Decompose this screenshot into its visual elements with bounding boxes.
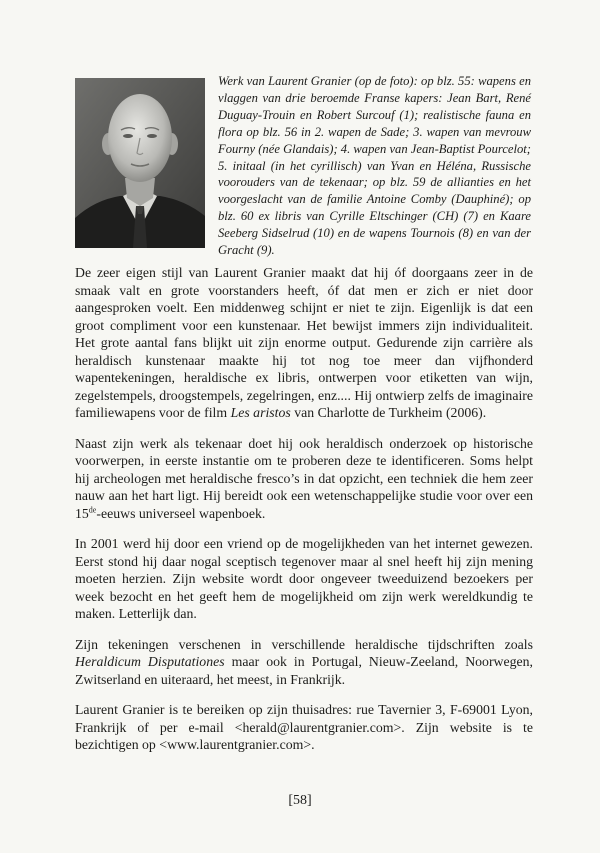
paragraph-research-text: Naast zijn werk als tekenaar doet hij ook heraldisch onderzoek op historische voorwerpen, in eerste instantie om te proberen deze te identificeren. Soms helpt hij archeologen met heraldische fresco’s in dat opzicht, een techniek die hem zeer nauw aan het hart ligt. Hij bereidt ook een wetenschappelijke studie voor over een 15 — [75, 435, 533, 521]
paragraph-style-end: van Charlotte de Turkheim (2006). — [290, 405, 487, 420]
page-number: [58] — [288, 793, 312, 808]
century-superscript: de — [88, 504, 97, 514]
paragraph-internet: In 2001 werd hij door een vriend op de mogelijkheden van het internet gewezen. Eerst stond hij daar nogal sceptisch tegenover maar al snel heeft hij zijn mening moeten herzien. Zijn website wordt door ongeveer tweeduizend bezoekers per week bezocht en het geeft hem de mogelijkheid om zijn werk wereldkundig te maken. Letterlijk dan. — [75, 536, 533, 621]
portrait-photo — [75, 78, 205, 248]
film-title: Les aristos — [230, 405, 291, 420]
paragraph-publications — [75, 636, 533, 689]
paragraph-research-end: -eeuws universeel wapenboek. — [96, 505, 266, 521]
paragraph-style-text: De zeer eigen stijl van Laurent Granier maakt dat hij óf doorgaans zeer in de smaak valt en grote voorstanders heeft, óf dat men er zich er niet door aangesproken voelt. Een middenweg schijnt er niet te zijn. Eigenlijk is dat een groot compliment voor een kunstenaar. Het bewijst immers zijn individualiteit. Het grote aantal fans blijkt uit zijn enorme output. Gedurende zijn carrière als heraldisch kunstenaar maakte hij tot nog toe meer dan vijfhonderd wapentekeningen, heraldische ex libris, ontwerpen voor etiketten van wijn, zegelstempels, droogstempels, zegelringen, enz.... Hij ontwierp zelfs de imaginaire familiewapens voor de film — [75, 265, 533, 420]
paragraph-publications-end: maar ook in Portugal, Nieuw-Zeeland, Noorwegen, Zwitserland en uiteraard, het meest, in Frankrijk. — [75, 654, 534, 687]
article-body — [75, 264, 533, 754]
portrait-illustration — [75, 78, 205, 248]
paragraph-research — [75, 435, 533, 523]
paragraph-publications-text: Zijn tekeningen verschenen in verschillende heraldische tijdschriften zoals — [75, 636, 533, 652]
paragraph-contact: Laurent Granier is te bereiken op zijn thuisadres: rue Tavernier 3, F-69001 Lyon, Frankrijk of per e-mail <herald@laurentgranier.com>. Zijn website is te bezichtigen op <www.laurentgranier.com>. — [75, 702, 533, 752]
photo-caption: Werk van Laurent Granier (op de foto): op blz. 55: wapens en vlaggen van drie beroemde Franse kapers: Jean Bart, René Duguay-Trouin en Robert Surcouf (1); realistische fauna en flora op blz. 56 in 2. wapen de Sade; 3. wapen van mevrouw Fourny (née Glandais); 4. wapen van Jean-Baptist Pourcelot; 5. initaal (in het cyrillisch) van Yvan en Héléna, Russische voorouders van de tekenaar; op blz. 59 de allianties en het voorgeslacht van de familie Antoine Comby (Dauphiné); op blz. 60 ex libris van Cyrille Eltschinger (CH) (7) en Kaare Seeberg Sidselrud (10) en de wapens Tournois (8) en van der Gracht (9). — [218, 74, 531, 258]
journal-title: Heraldicum Disputationes — [75, 654, 225, 669]
paragraph-style — [75, 264, 533, 422]
